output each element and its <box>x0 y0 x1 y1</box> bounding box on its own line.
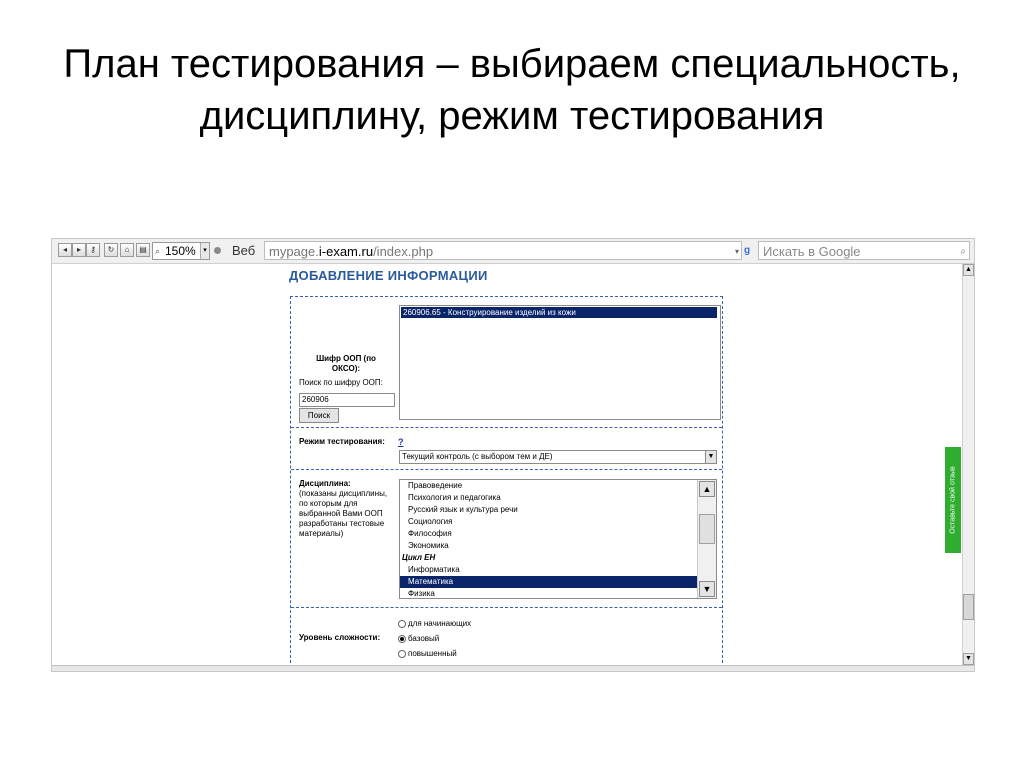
divider <box>291 607 722 608</box>
url-domain: i-exam.ru <box>318 244 374 259</box>
url-path: /index.php <box>373 244 434 259</box>
forward-icon[interactable]: ▸ <box>72 243 86 257</box>
list-item[interactable]: Психология и педагогика <box>408 493 501 502</box>
search-icon[interactable]: ⌕ <box>960 246 966 257</box>
web-label[interactable]: Веб <box>232 243 256 258</box>
list-item[interactable]: Экономика <box>408 541 449 550</box>
oop-search-button[interactable]: Поиск <box>299 408 339 423</box>
search-placeholder: Искать в Google <box>763 244 861 259</box>
web-status-icon <box>214 247 221 254</box>
page-icon[interactable]: ▤ <box>136 243 150 257</box>
list-group-header: Цикл ЕН <box>402 553 436 562</box>
chevron-down-icon[interactable]: ▼ <box>705 451 716 463</box>
scroll-down-icon[interactable]: ▼ <box>699 581 715 597</box>
list-item-selected[interactable]: Математика <box>400 576 703 588</box>
back-icon[interactable]: ◂ <box>58 243 72 257</box>
taskbar <box>52 665 974 672</box>
key-icon[interactable]: ⚷ <box>86 243 100 257</box>
feedback-label: Оставьте свой отзыв <box>949 466 957 534</box>
scroll-thumb[interactable] <box>699 514 715 544</box>
list-item[interactable]: Русский язык и культура речи <box>408 505 518 514</box>
oop-search-label: Поиск по шифру ООП: <box>299 378 383 387</box>
list-item[interactable]: Философия <box>408 529 452 538</box>
radio-label: повышенный <box>408 649 457 658</box>
divider <box>291 427 722 428</box>
mode-select-value: Текущий контроль (с выбором тем и ДЕ) <box>402 452 553 461</box>
slide-title: План тестирования – выбираем специальность, дисциплину, режим тестирования <box>63 42 961 138</box>
oop-list[interactable] <box>399 305 721 420</box>
list-item[interactable]: Правоведение <box>408 481 463 490</box>
oop-search-input[interactable]: 260906 <box>299 393 395 407</box>
list-scrollbar[interactable] <box>697 480 716 598</box>
radio-basic[interactable] <box>398 635 406 643</box>
radio-label: для начинающих <box>408 619 472 628</box>
mode-select[interactable] <box>399 450 717 464</box>
list-item[interactable]: Информатика <box>408 565 460 574</box>
oop-label: Шифр ООП (по ОКСО): <box>316 354 376 373</box>
add-info-form <box>290 296 723 664</box>
page-content <box>52 264 962 664</box>
help-link[interactable]: ? <box>398 437 404 447</box>
list-item[interactable]: Социология <box>408 517 453 526</box>
list-item[interactable]: Физика <box>408 589 435 598</box>
url-prefix: mypage. <box>269 244 319 259</box>
chevron-down-icon[interactable]: ▾ <box>734 247 739 256</box>
home-icon[interactable]: ⌂ <box>120 243 134 257</box>
search-input[interactable] <box>758 241 970 260</box>
zoom-value: 150% <box>165 244 196 258</box>
address-bar[interactable] <box>264 241 742 260</box>
scroll-up-icon[interactable]: ▲ <box>963 264 974 276</box>
discipline-list[interactable] <box>399 479 717 599</box>
browser-window <box>51 238 975 672</box>
page-scrollbar[interactable] <box>962 264 975 667</box>
magnifier-icon: ⌕ <box>155 246 161 256</box>
radio-advanced[interactable] <box>398 650 406 658</box>
browser-toolbar <box>52 239 974 264</box>
chevron-down-icon[interactable]: ▾ <box>200 243 209 259</box>
feedback-tab[interactable] <box>945 447 961 553</box>
radio-beginner[interactable] <box>398 620 406 628</box>
radio-label: базовый <box>408 634 440 643</box>
divider <box>291 469 722 470</box>
scroll-up-icon[interactable]: ▲ <box>699 481 715 497</box>
page-title: ДОБАВЛЕНИЕ ИНФОРМАЦИИ <box>289 268 488 283</box>
scroll-thumb[interactable] <box>963 594 974 620</box>
level-label: Уровень сложности: <box>299 633 381 642</box>
zoom-select[interactable] <box>152 242 210 260</box>
discipline-label: Дисциплина: <box>299 479 351 488</box>
reload-icon[interactable]: ↻ <box>104 243 118 257</box>
discipline-note: (показаны дисциплины, по которым для выбранной Вами ООП разработаны тестовые материалы) <box>299 489 388 538</box>
list-item[interactable]: 260906.65 - Конструирование изделий из кожи <box>401 307 717 318</box>
scroll-down-icon[interactable]: ▼ <box>963 653 974 665</box>
google-icon[interactable]: g <box>744 245 751 256</box>
mode-label: Режим тестирования: <box>299 437 385 446</box>
